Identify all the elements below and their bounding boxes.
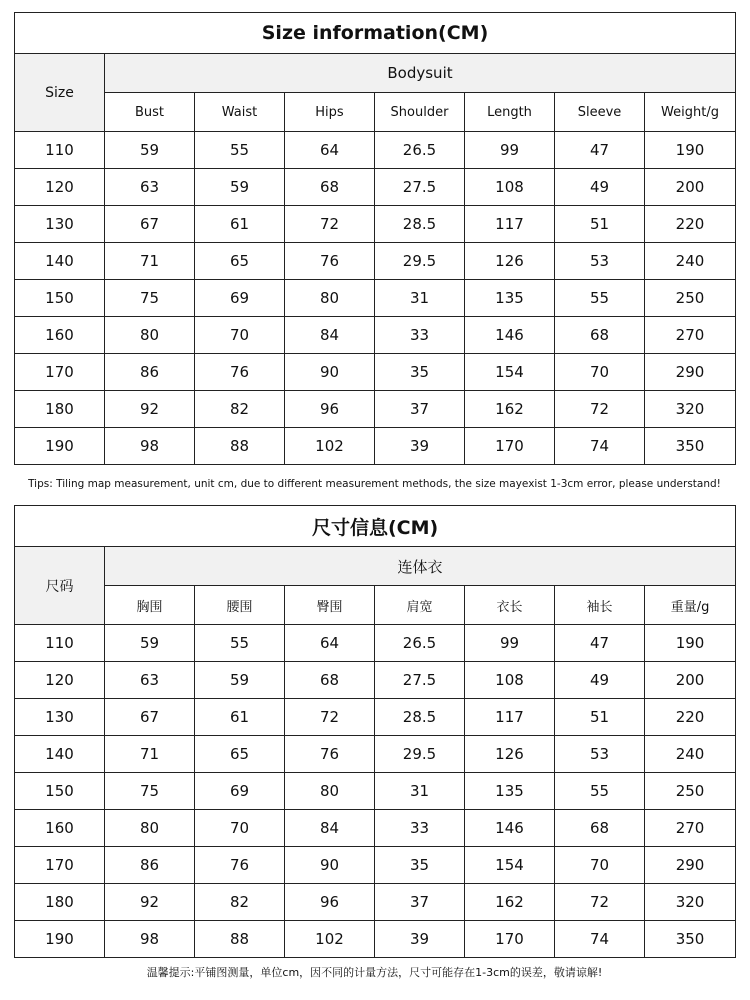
measurement-cell: 92 — [105, 391, 195, 428]
size-cell: 170 — [15, 354, 105, 391]
measurement-cell: 68 — [555, 810, 645, 847]
measurement-cell: 63 — [105, 662, 195, 699]
measurement-cell: 99 — [465, 625, 555, 662]
size-cell: 180 — [15, 884, 105, 921]
measurement-cell: 76 — [195, 847, 285, 884]
measurement-cell: 270 — [645, 317, 736, 354]
measurement-cell: 92 — [105, 884, 195, 921]
table-row — [15, 884, 736, 921]
measurement-cell: 47 — [555, 625, 645, 662]
measurement-cell: 31 — [375, 773, 465, 810]
measurement-cell: 71 — [105, 243, 195, 280]
size-cell: 140 — [15, 243, 105, 280]
measurement-cell: 290 — [645, 354, 736, 391]
measurement-cell: 154 — [465, 354, 555, 391]
measurement-cell: 240 — [645, 736, 736, 773]
measurement-cell: 320 — [645, 884, 736, 921]
measurement-cell: 96 — [285, 884, 375, 921]
measurement-cell: 108 — [465, 662, 555, 699]
measurement-cell: 64 — [285, 132, 375, 169]
measurement-cell: 59 — [105, 132, 195, 169]
measurement-cell: 68 — [285, 169, 375, 206]
size-cell: 180 — [15, 391, 105, 428]
column-header-hips: 臀围 — [285, 586, 375, 625]
measurement-cell: 74 — [555, 428, 645, 465]
measurement-cell: 71 — [105, 736, 195, 773]
garment-group-header: Bodysuit — [105, 54, 736, 93]
measurement-cell: 200 — [645, 662, 736, 699]
table-body — [15, 132, 736, 465]
measurement-cell: 70 — [555, 354, 645, 391]
table-row — [15, 280, 736, 317]
column-header-length: 衣长 — [465, 586, 555, 625]
table-title: Size information(CM) — [15, 13, 736, 54]
size-cell: 150 — [15, 773, 105, 810]
measurement-cell: 37 — [375, 884, 465, 921]
measurement-cell: 86 — [105, 354, 195, 391]
table-title: 尺寸信息(CM) — [15, 506, 736, 547]
table-row — [15, 662, 736, 699]
measurement-cell: 68 — [555, 317, 645, 354]
size-cell: 170 — [15, 847, 105, 884]
measurement-cell: 76 — [285, 243, 375, 280]
measurement-cell: 33 — [375, 317, 465, 354]
measurement-cell: 55 — [195, 625, 285, 662]
measurement-cell: 135 — [465, 280, 555, 317]
measurement-cell: 61 — [195, 206, 285, 243]
column-header-bust: Bust — [105, 93, 195, 132]
measurement-cell: 39 — [375, 921, 465, 958]
measurement-cell: 80 — [285, 280, 375, 317]
measurement-cell: 55 — [555, 773, 645, 810]
measurement-cell: 350 — [645, 428, 736, 465]
measurement-cell: 88 — [195, 428, 285, 465]
measurement-cell: 102 — [285, 921, 375, 958]
measurement-cell: 80 — [105, 317, 195, 354]
measurement-cell: 146 — [465, 810, 555, 847]
size-cell: 150 — [15, 280, 105, 317]
measurement-cell: 170 — [465, 428, 555, 465]
column-header-sleeve: Sleeve — [555, 93, 645, 132]
size-cell: 160 — [15, 810, 105, 847]
measurement-cell: 59 — [195, 169, 285, 206]
measurement-cell: 35 — [375, 354, 465, 391]
table-row — [15, 132, 736, 169]
measurement-cell: 220 — [645, 206, 736, 243]
table-row — [15, 428, 736, 465]
measurement-cell: 27.5 — [375, 169, 465, 206]
measurement-cell: 70 — [555, 847, 645, 884]
column-header-weight: Weight/g — [645, 93, 736, 132]
measurement-cell: 146 — [465, 317, 555, 354]
measurement-cell: 126 — [465, 243, 555, 280]
measurement-cell: 39 — [375, 428, 465, 465]
size-cell: 190 — [15, 921, 105, 958]
measurement-cell: 117 — [465, 206, 555, 243]
measurement-cell: 72 — [285, 206, 375, 243]
column-header-sleeve: 袖长 — [555, 586, 645, 625]
size-cell: 120 — [15, 169, 105, 206]
size-cell: 120 — [15, 662, 105, 699]
measurement-cell: 68 — [285, 662, 375, 699]
measurement-cell: 72 — [555, 391, 645, 428]
measurement-cell: 88 — [195, 921, 285, 958]
size-cell: 130 — [15, 699, 105, 736]
table-row — [15, 699, 736, 736]
size-cell: 110 — [15, 132, 105, 169]
column-header-shoulder: Shoulder — [375, 93, 465, 132]
measurement-tip: Tips: Tiling map measurement, unit cm, due to different measurement methods, the size mayexist 1-3cm error, please understand! — [28, 478, 721, 490]
measurement-cell: 135 — [465, 773, 555, 810]
table-row — [15, 921, 736, 958]
table-row — [15, 206, 736, 243]
measurement-cell: 102 — [285, 428, 375, 465]
measurement-cell: 126 — [465, 736, 555, 773]
measurement-cell: 70 — [195, 810, 285, 847]
column-header-waist: Waist — [195, 93, 285, 132]
column-header-weight: 重量/g — [645, 586, 736, 625]
table-row — [15, 169, 736, 206]
measurement-cell: 67 — [105, 206, 195, 243]
table-body — [15, 625, 736, 958]
measurement-cell: 99 — [465, 132, 555, 169]
measurement-cell: 270 — [645, 810, 736, 847]
size-cell: 110 — [15, 625, 105, 662]
measurement-cell: 84 — [285, 317, 375, 354]
measurement-cell: 69 — [195, 773, 285, 810]
measurement-cell: 28.5 — [375, 699, 465, 736]
size-table-english — [14, 12, 735, 465]
measurement-cell: 51 — [555, 206, 645, 243]
table-row — [15, 847, 736, 884]
measurement-cell: 69 — [195, 280, 285, 317]
size-table-chinese — [14, 505, 735, 958]
table-row — [15, 391, 736, 428]
table-row — [15, 773, 736, 810]
measurement-cell: 29.5 — [375, 243, 465, 280]
measurement-cell: 220 — [645, 699, 736, 736]
column-header-shoulder: 肩宽 — [375, 586, 465, 625]
measurement-cell: 75 — [105, 773, 195, 810]
measurement-cell: 170 — [465, 921, 555, 958]
measurement-cell: 26.5 — [375, 625, 465, 662]
measurement-cell: 162 — [465, 391, 555, 428]
size-cell: 140 — [15, 736, 105, 773]
measurement-cell: 86 — [105, 847, 195, 884]
measurement-tip-chinese: 温馨提示:平铺图测量，单位cm，因不同的计量方法，尺寸可能存在1-3cm的误差，敬请谅解! — [146, 966, 603, 979]
measurement-cell: 90 — [285, 847, 375, 884]
measurement-cell: 65 — [195, 736, 285, 773]
measurement-cell: 55 — [195, 132, 285, 169]
measurement-cell: 65 — [195, 243, 285, 280]
garment-group-header: 连体衣 — [105, 547, 736, 586]
size-column-header: 尺码 — [15, 547, 105, 625]
size-cell: 130 — [15, 206, 105, 243]
measurement-cell: 26.5 — [375, 132, 465, 169]
measurement-cell: 80 — [285, 773, 375, 810]
measurement-cell: 49 — [555, 662, 645, 699]
measurement-cell: 75 — [105, 280, 195, 317]
measurement-cell: 55 — [555, 280, 645, 317]
table-row — [15, 736, 736, 773]
measurement-cell: 37 — [375, 391, 465, 428]
measurement-cell: 63 — [105, 169, 195, 206]
measurement-cell: 74 — [555, 921, 645, 958]
measurement-cell: 72 — [285, 699, 375, 736]
measurement-cell: 290 — [645, 847, 736, 884]
measurement-cell: 49 — [555, 169, 645, 206]
measurement-cell: 98 — [105, 921, 195, 958]
size-column-header: Size — [15, 54, 105, 132]
measurement-cell: 200 — [645, 169, 736, 206]
size-table — [14, 505, 736, 958]
measurement-cell: 59 — [105, 625, 195, 662]
measurement-cell: 31 — [375, 280, 465, 317]
measurement-cell: 59 — [195, 662, 285, 699]
table-row — [15, 810, 736, 847]
measurement-cell: 51 — [555, 699, 645, 736]
measurement-cell: 250 — [645, 280, 736, 317]
measurement-cell: 61 — [195, 699, 285, 736]
measurement-cell: 190 — [645, 625, 736, 662]
size-table — [14, 12, 736, 465]
table-row — [15, 243, 736, 280]
measurement-cell: 350 — [645, 921, 736, 958]
measurement-cell: 80 — [105, 810, 195, 847]
table-row — [15, 317, 736, 354]
measurement-cell: 240 — [645, 243, 736, 280]
measurement-cell: 76 — [285, 736, 375, 773]
measurement-cell: 27.5 — [375, 662, 465, 699]
column-header-waist: 腰围 — [195, 586, 285, 625]
measurement-cell: 96 — [285, 391, 375, 428]
measurement-cell: 117 — [465, 699, 555, 736]
measurement-cell: 90 — [285, 354, 375, 391]
measurement-cell: 53 — [555, 736, 645, 773]
measurement-cell: 154 — [465, 847, 555, 884]
size-cell: 190 — [15, 428, 105, 465]
measurement-cell: 70 — [195, 317, 285, 354]
measurement-cell: 190 — [645, 132, 736, 169]
measurement-cell: 29.5 — [375, 736, 465, 773]
column-header-length: Length — [465, 93, 555, 132]
measurement-cell: 162 — [465, 884, 555, 921]
table-row — [15, 354, 736, 391]
column-header-bust: 胸围 — [105, 586, 195, 625]
measurement-cell: 64 — [285, 625, 375, 662]
measurement-cell: 35 — [375, 847, 465, 884]
column-header-hips: Hips — [285, 93, 375, 132]
measurement-cell: 76 — [195, 354, 285, 391]
measurement-cell: 53 — [555, 243, 645, 280]
measurement-cell: 82 — [195, 884, 285, 921]
measurement-cell: 33 — [375, 810, 465, 847]
measurement-cell: 82 — [195, 391, 285, 428]
measurement-cell: 84 — [285, 810, 375, 847]
measurement-cell: 320 — [645, 391, 736, 428]
measurement-cell: 108 — [465, 169, 555, 206]
measurement-cell: 250 — [645, 773, 736, 810]
measurement-cell: 28.5 — [375, 206, 465, 243]
measurement-cell: 67 — [105, 699, 195, 736]
table-row — [15, 625, 736, 662]
measurement-cell: 98 — [105, 428, 195, 465]
measurement-cell: 72 — [555, 884, 645, 921]
measurement-cell: 47 — [555, 132, 645, 169]
size-cell: 160 — [15, 317, 105, 354]
